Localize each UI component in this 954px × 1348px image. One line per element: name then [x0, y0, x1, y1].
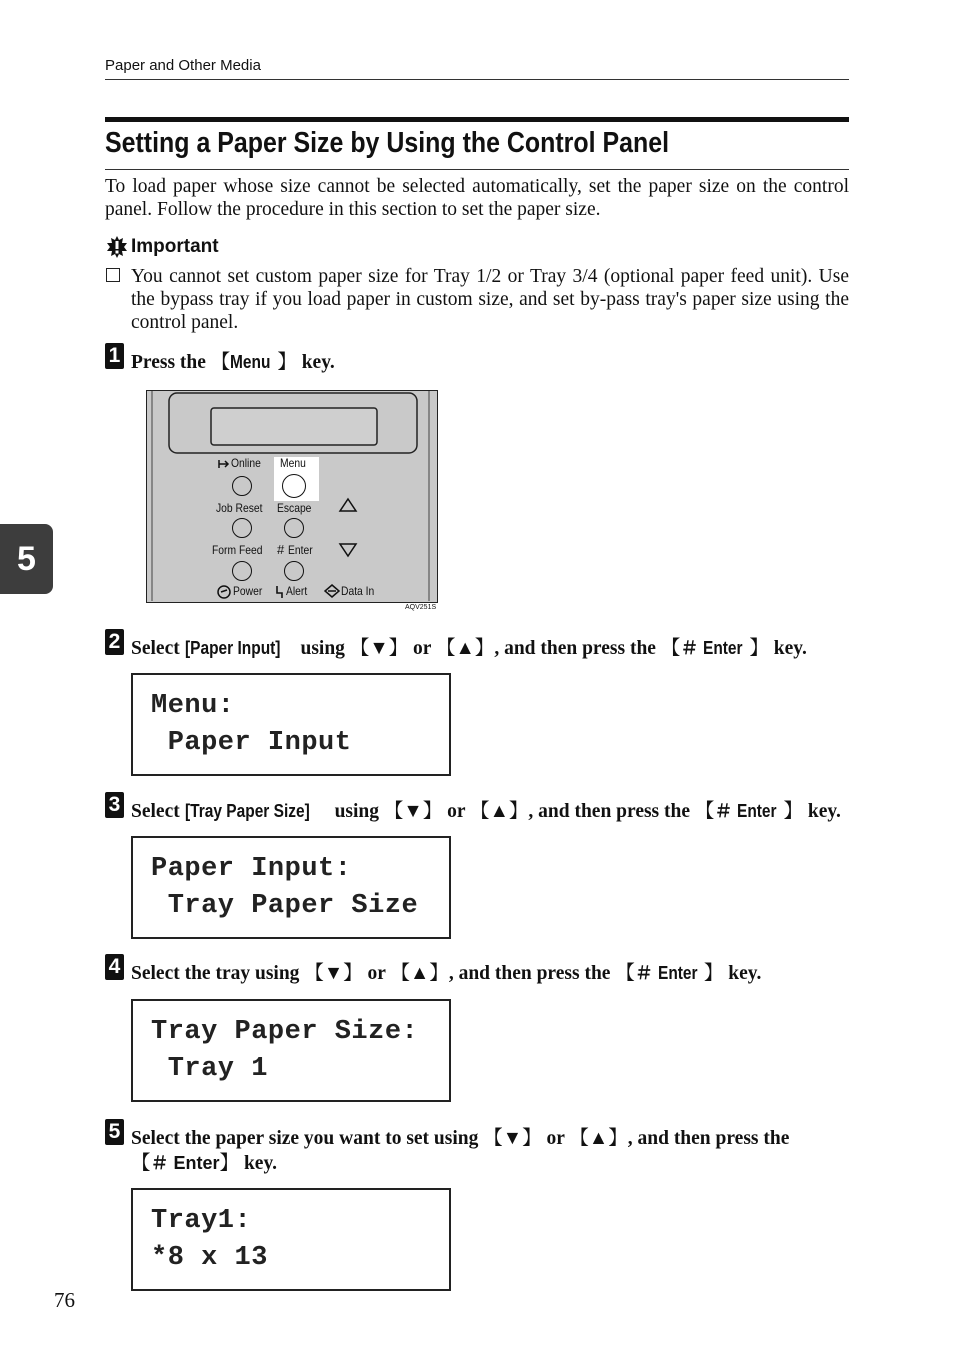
running-head: Paper and Other Media — [105, 57, 261, 74]
important-icon — [105, 235, 129, 259]
form-feed-button[interactable] — [232, 561, 252, 581]
online-label: Online — [231, 456, 261, 470]
lcd-display — [131, 999, 451, 1102]
job-reset-label: Job Reset — [216, 501, 263, 515]
step-number: 4 — [105, 954, 124, 980]
hash-icon: # — [277, 542, 285, 557]
figure-code: AQV251S — [405, 604, 437, 611]
menu-label: Menu — [280, 456, 306, 470]
form-feed-label: Form Feed — [212, 543, 263, 557]
job-reset-button[interactable] — [232, 518, 252, 538]
step-number: 3 — [105, 792, 124, 818]
step-2-text: Select [Paper Input] using 【▼】 or 【▲】, and then press the 【＃ Enter 】 key. — [131, 636, 807, 659]
page-number: 76 — [54, 1288, 75, 1312]
up-arrow-button[interactable] — [338, 497, 358, 513]
important-label: Important — [131, 236, 219, 257]
title-rule-top — [105, 117, 849, 122]
intro-paragraph: To load paper whose size cannot be selected automatically, set the paper size on the control panel. Follow the procedure in this section to set the paper size. — [105, 176, 849, 220]
lcd-line-1: Menu: — [151, 691, 235, 721]
step-4-text: Select the tray using 【▼】 or 【▲】, and then press the 【＃ Enter 】 key. — [131, 961, 762, 984]
step-number: 1 — [105, 343, 124, 369]
power-icon — [217, 585, 231, 599]
enter-button[interactable] — [284, 561, 304, 581]
step-1-text: Press the 【Menu 】 key. — [131, 350, 335, 373]
lcd-line-1: Tray Paper Size: — [151, 1017, 419, 1047]
data-in-label: Data In — [341, 584, 375, 598]
header-rule — [105, 79, 849, 80]
online-button[interactable] — [232, 476, 252, 496]
menu-button[interactable] — [282, 474, 306, 498]
step-number: 5 — [105, 1119, 124, 1145]
down-arrow-button[interactable] — [338, 542, 358, 558]
checkbox-bullet-icon — [106, 268, 120, 282]
enter-label: Enter — [288, 543, 313, 557]
title-rule-bottom — [105, 169, 849, 170]
control-panel-illustration — [146, 390, 438, 603]
escape-button[interactable] — [284, 518, 304, 538]
chapter-tab: 5 — [0, 524, 53, 594]
alert-label: Alert — [286, 584, 308, 598]
lcd-line-1: Tray1: — [151, 1206, 252, 1236]
lcd-line-2: Tray 1 — [151, 1054, 268, 1084]
lcd-display — [131, 1188, 451, 1291]
escape-label: Escape — [277, 501, 312, 515]
lcd-line-1: Paper Input: — [151, 854, 352, 884]
lcd-line-2: Paper Input — [151, 728, 352, 758]
important-item: You cannot set custom paper size for Tray 1/2 or Tray 3/4 (optional paper feed unit). Use the bypass tray if you load paper in custom size, and set by-pass tray's paper size using the control panel. — [131, 266, 849, 333]
power-label: Power — [233, 584, 263, 598]
data-in-icon — [324, 584, 340, 598]
lcd-display — [131, 673, 451, 776]
step-5-text: Select the paper size you want to set using 【▼】 or 【▲】, and then press the 【＃ Enter】 key. — [131, 1126, 790, 1174]
online-arrow-icon — [218, 459, 230, 469]
lcd-line-2: Tray Paper Size — [151, 891, 419, 921]
lcd-display — [131, 836, 451, 939]
step-number: 2 — [105, 629, 124, 655]
lcd-line-2: *8 x 13 — [151, 1243, 268, 1273]
alert-icon — [274, 585, 284, 599]
section-title: Setting a Paper Size by Using the Control Panel — [105, 127, 670, 159]
step-3-text: Select [Tray Paper Size] using 【▼】 or 【▲】, and then press the 【＃ Enter 】 key. — [131, 799, 841, 822]
